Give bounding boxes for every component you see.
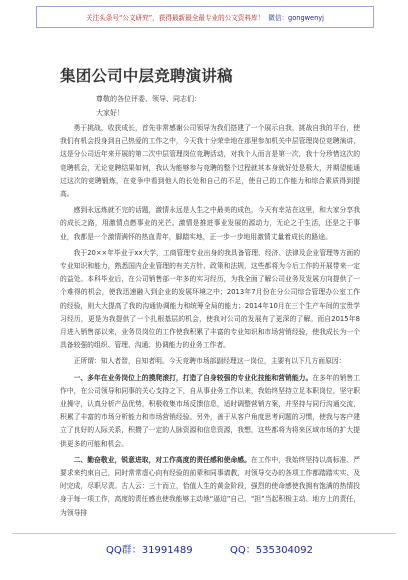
- banner-text: 关注头条号“公文研究”，获得最新最全最专业的公文资料库！: [85, 14, 265, 22]
- document-hello: 大家好！: [96, 109, 124, 117]
- document-title: 集团公司中层竞聘演讲稿: [60, 67, 233, 85]
- document-greeting: 尊敬的各位评委、领导、同志们：: [96, 95, 201, 103]
- footer-banner: [0, 533, 408, 580]
- paragraph: 正所谓：知人者智，自知者明。今天竞聘市场部副经理这一岗位，主要有以下几方面原因：: [73, 357, 346, 366]
- document-body: [60, 122, 360, 523]
- footer-qq: QQ：535304092: [230, 545, 314, 556]
- paragraph: 感到永远炼就不完的话题，激情永远是人生之中最美的成色，今天有幸站在这里，和大家分享我的成长之路，用激情点燃事业的光芒。激情是推进事业发展的源动力，无论之于生活，还是之于事业，我都是一个激情满怀的热血青年，脚踏实地，正一步一步地用激情丈量着成长的路途。: [60, 206, 360, 241]
- footer-qq-group: QQ群：31991489: [106, 545, 193, 556]
- paragraph: 一、多年在业务岗位上的摸爬滚打，打造了自身较强的专业化技能和营销能力。在多年的销售工作中，在公司领导和同事的关心支持之下，自从事业务工作以来，我始终坚持立足本职岗位，坚守职业操守，认真分析产品优势，积极收集市场反馈信息，适时调整营销方案，并坚持与同行沟通交流，积累了丰富的市场分析能力和市场营销经验。另外，善于从客户角度思考问题的习惯，使我与客户建立了良好的人际关系，积攒了一定的人脉资源和信息资源，我想，这些都将为将来区域市场的扩大提供更多的可能和机会。: [60, 373, 361, 448]
- paragraph: 我于20××年毕业于xx大学，工商管理专业出身的我具备管理、经济、法律及企业管理等方面的专业知识和能力，熟悉国内企业管理的有关方针、政策和法规，这些都将为今后工作的开展带来一定的益处。本科毕业后，在公司销售部一年多的实习经历，为我全面了解公司业务及发展方向提供了一个难得的机会，使我迅速融入到企业的发展环境之中；2013年7月份在分公司综合管理办公室工作的经验，则大大提高了我的沟通协调能力和统筹全局的能力；2014年10月在三个生产车间的宝贵学习经历，更是为我提供了一个扎根基层的机会，使我对公司的发展有了更深的了解。而自2015年8月进入销售部以来，业务员岗位的工作使我积累了丰富的专业知识和市场营销经验，使我成长为一个具备较强的组织、管理、沟通、协调能力的业务工作者。: [60, 248, 360, 350]
- paragraph: 二、勤奋敬业，锐意进取，对工作高度的责任感和使命感。在工作中，我始终坚持以高标准、严要求来约束自己，同时常常虚心向有经验的前辈和同事请教，对领导交办的各项工作都踏踏实实、及时完成，尽职尽责。古人云：三十而立，恰值人生的黄金阶段，强烈的使命感使我拥有饱满的热情投身于每一项工作，高度的责任感也使我能够主动地“逼迫”自己，“担”当起积极主动、地方上的责任，为领导排: [60, 455, 360, 517]
- footer-divider: [12, 533, 396, 534]
- paragraph: 勇于挑战，收获成长，首先非常感谢公司领导为我们搭建了一个展示自我，挑战自我的平台，使我们有机会投身到自己热爱的工作之中，今天我十分荣幸地在那里参加机关中层管理岗位竞聘演讲，这是分公司近年来开展的第二次中层管理岗位竞聘活动，对我个人而言是第一次，我十分珍惜这次的竞聘机会，无论竞聘结果如何，我认为能够参与竞聘的整个过程就其本身就好处是极大，并期望能通过这次的竞聘锻炼，在竞争中看到他人的长处和自己的不足，使自己的工作能力和综合素质得到提高。: [60, 124, 360, 199]
- header-banner: [36, 6, 374, 28]
- banner-wechat: 微信：gongwenyj: [268, 14, 324, 22]
